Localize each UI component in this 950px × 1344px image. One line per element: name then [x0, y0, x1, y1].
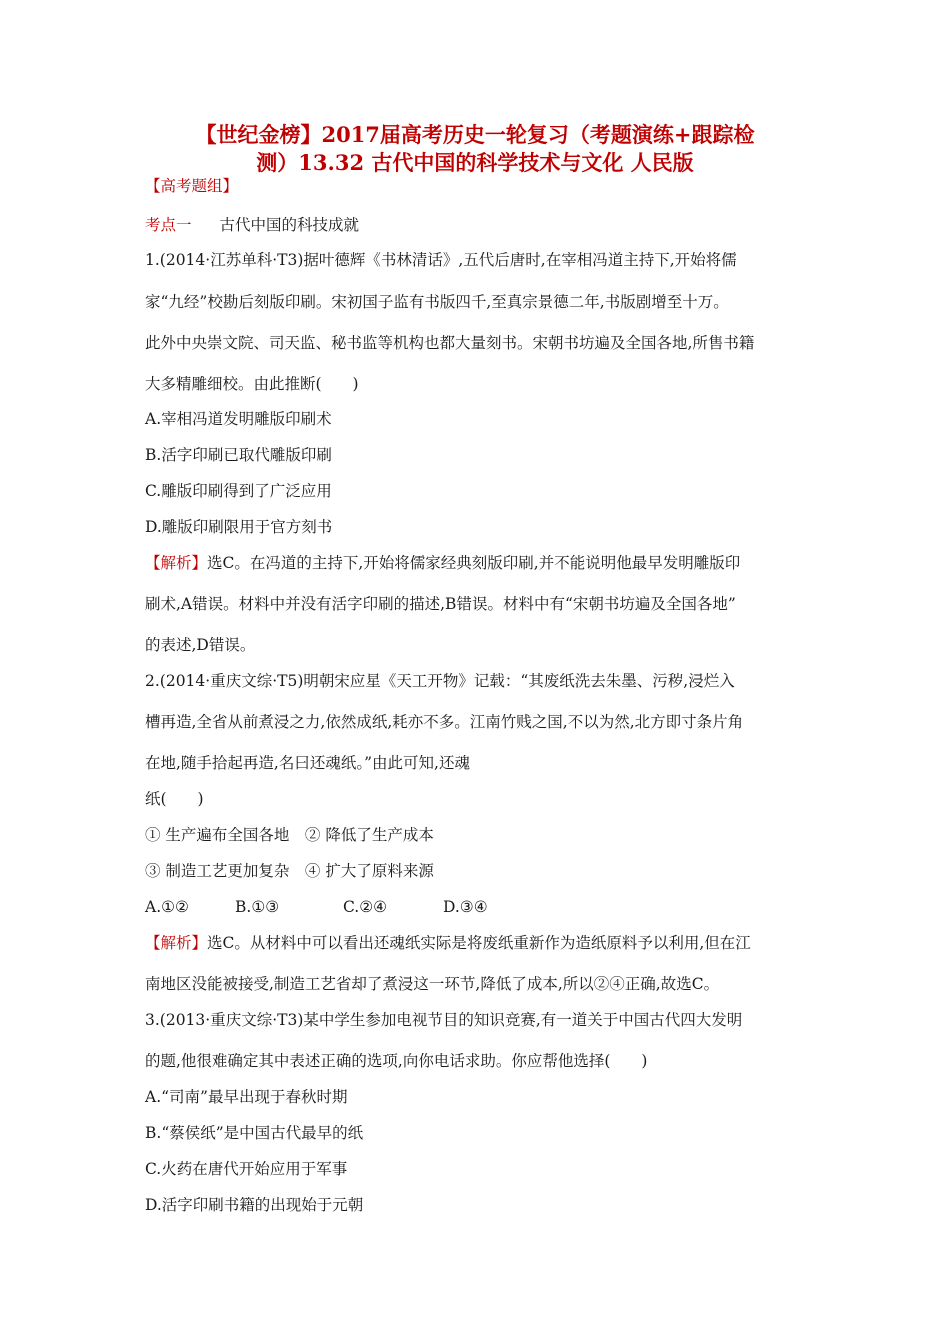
- q3-option-a: A.“司南”最早出现于春秋时期: [145, 1088, 348, 1106]
- q1-line: 大多精雕细校。由此推断( ): [145, 375, 359, 393]
- q3-option-c: C.火药在唐代开始应用于军事: [145, 1160, 348, 1178]
- q2-line: 2.(2014·重庆文综·T5)明朝宋应星《天工开物》记载：“其废纸洗去朱墨、污秽,浸烂入: [145, 672, 735, 690]
- analysis-text: 选C。从材料中可以看出还魂纸实际是将废纸重新作为造纸原料予以利用,但在江: [207, 934, 751, 952]
- q2-items-row-2: ③ 制造工艺更加复杂 ④ 扩大了原料来源: [145, 862, 434, 880]
- q2-option-d: D.③④: [443, 898, 488, 916]
- q2-line: 纸( ): [145, 790, 204, 808]
- q1-line: 家“九经”校勘后刻版印刷。宋初国子监有书版四千,至真宗景德二年,书版剧增至十万。: [145, 293, 729, 311]
- q1-option-a: A.宰相冯道发明雕版印刷术: [145, 410, 332, 428]
- q1-analysis-line: [145, 553, 813, 573]
- q2-option-c: C.②④: [343, 898, 388, 916]
- q3-option-d: D.活字印刷书籍的出现始于元朝: [145, 1196, 364, 1214]
- point-heading: [145, 215, 813, 235]
- doc-title-line-1: 【世纪金榜】2017届高考历史一轮复习（考题演练+跟踪检: [195, 122, 755, 147]
- analysis-text: 选C。在冯道的主持下,开始将儒家经典刻版印刷,并不能说明他最早发明雕版印: [207, 554, 741, 572]
- q2-line: 槽再造,全省从前煮浸之力,依然成纸,耗亦不多。江南竹贱之国,不以为然,北方即寸条片角: [145, 713, 744, 731]
- q1-line: 此外中央崇文院、司天监、秘书监等机构也都大量刻书。宋朝书坊遍及全国各地,所售书籍: [145, 334, 755, 352]
- q2-analysis-line: [145, 933, 813, 953]
- q2-option-b: B.①③: [235, 898, 280, 916]
- point-label: 考点一: [145, 216, 192, 234]
- analysis-tag: 【解析】: [145, 554, 208, 572]
- q2-items-row-1: ① 生产遍布全国各地 ② 降低了生产成本: [145, 826, 434, 844]
- section-label: 【高考题组】: [145, 177, 239, 195]
- q3-line: 3.(2013·重庆文综·T3)某中学生参加电视节目的知识竞赛,有一道关于中国古代四大发明: [145, 1011, 743, 1029]
- q1-option-d: D.雕版印刷限用于官方刻书: [145, 518, 333, 536]
- q2-line: 在地,随手拾起再造,名曰还魂纸。”由此可知,还魂: [145, 754, 470, 772]
- q2-option-a: A.①②: [145, 898, 189, 916]
- q2-analysis-line: 南地区没能被接受,制造工艺省却了煮浸这一环节,降低了成本,所以②④正确,故选C。: [145, 975, 720, 993]
- q1-analysis-line: 刷术,A错误。材料中并没有活字印刷的描述,B错误。材料中有“宋朝书坊遍及全国各地”: [145, 595, 736, 613]
- q3-option-b: B.“蔡侯纸”是中国古代最早的纸: [145, 1124, 364, 1142]
- q1-analysis-line: 的表述,D错误。: [145, 636, 256, 654]
- q3-line: 的题,他很难确定其中表述正确的选项,向你电话求助。你应帮他选择( ): [145, 1052, 648, 1070]
- q1-option-c: C.雕版印刷得到了广泛应用: [145, 482, 332, 500]
- doc-title-line-2: 测）13.32 古代中国的科学技术与文化 人民版: [256, 150, 694, 175]
- q1-option-b: B.活字印刷已取代雕版印刷: [145, 446, 332, 464]
- point-title: 古代中国的科技成就: [219, 216, 360, 234]
- analysis-tag: 【解析】: [145, 934, 208, 952]
- q1-line: 1.(2014·江苏单科·T3)据叶德辉《书林清话》,五代后唐时,在宰相冯道主持下,开始将儒: [145, 251, 737, 269]
